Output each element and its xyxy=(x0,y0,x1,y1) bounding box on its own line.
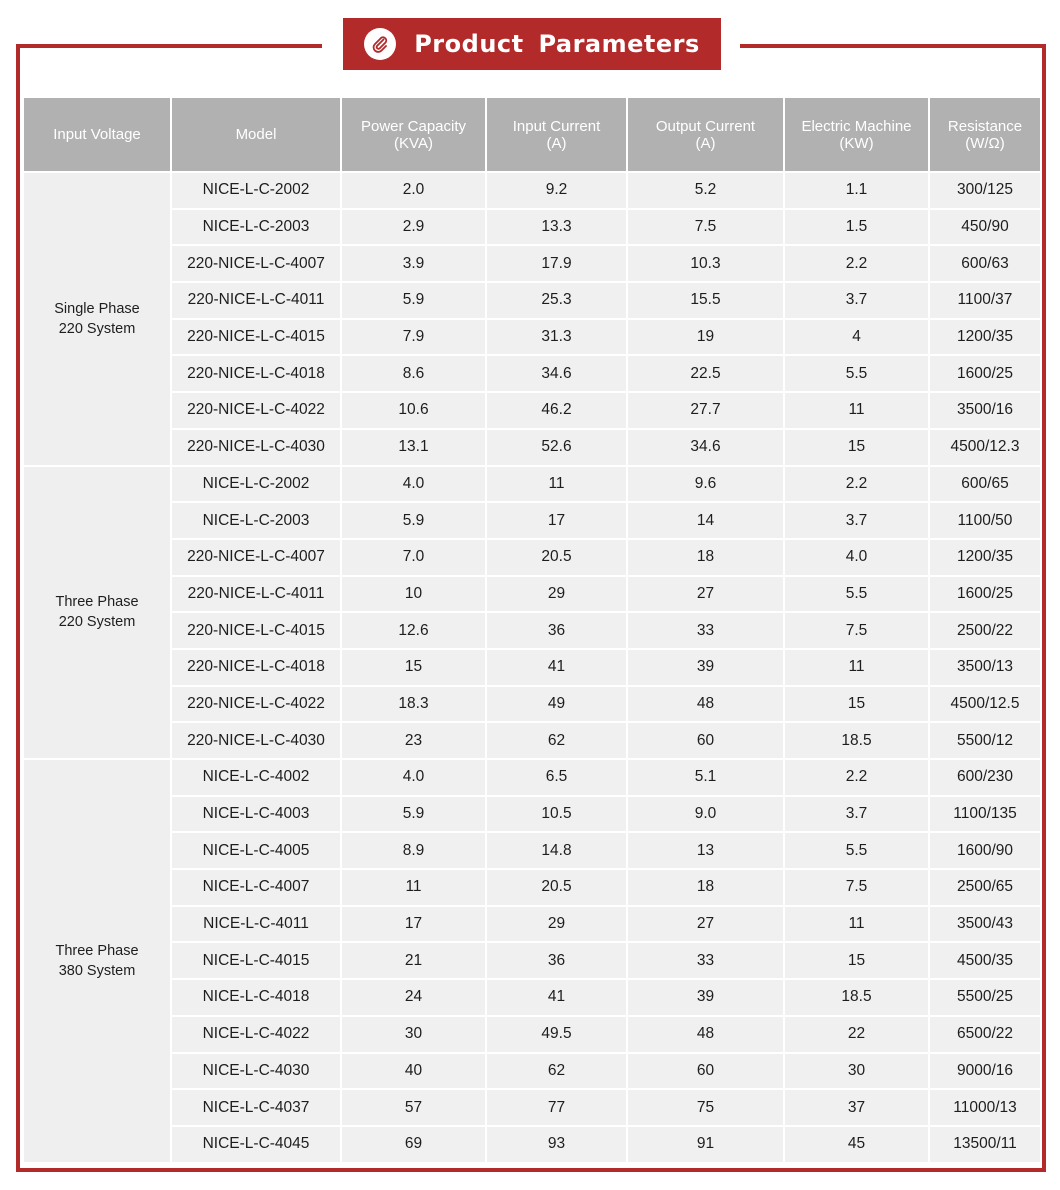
cell-resistance: 4500/12.5 xyxy=(930,687,1040,722)
table-row xyxy=(24,833,1040,868)
cell-model: 220-NICE-L-C-4030 xyxy=(172,723,340,758)
cell-model: NICE-L-C-2002 xyxy=(172,173,340,208)
cell-resistance: 600/65 xyxy=(930,467,1040,502)
table-row xyxy=(24,1127,1040,1162)
table-row xyxy=(24,246,1040,281)
cell-output-current: 9.6 xyxy=(628,467,783,502)
cell-power-capacity: 7.0 xyxy=(342,540,485,575)
cell-output-current: 60 xyxy=(628,1054,783,1089)
cell-model: NICE-L-C-4015 xyxy=(172,943,340,978)
cell-resistance: 300/125 xyxy=(930,173,1040,208)
cell-model: 220-NICE-L-C-4015 xyxy=(172,320,340,355)
cell-output-current: 60 xyxy=(628,723,783,758)
table-row xyxy=(24,430,1040,465)
cell-output-current: 48 xyxy=(628,687,783,722)
cell-input-current: 77 xyxy=(487,1090,626,1125)
cell-input-current: 14.8 xyxy=(487,833,626,868)
cell-resistance: 450/90 xyxy=(930,210,1040,245)
cell-power-capacity: 10.6 xyxy=(342,393,485,428)
table-row xyxy=(24,173,1040,208)
cell-power-capacity: 5.9 xyxy=(342,797,485,832)
cell-model: NICE-L-C-2003 xyxy=(172,210,340,245)
cell-resistance: 3500/13 xyxy=(930,650,1040,685)
cell-output-current: 14 xyxy=(628,503,783,538)
cell-power-capacity: 23 xyxy=(342,723,485,758)
cell-output-current: 91 xyxy=(628,1127,783,1162)
cell-model: 220-NICE-L-C-4030 xyxy=(172,430,340,465)
cell-output-current: 13 xyxy=(628,833,783,868)
cell-input-current: 62 xyxy=(487,1054,626,1089)
table-row xyxy=(24,467,1040,502)
table-row xyxy=(24,503,1040,538)
cell-resistance: 11000/13 xyxy=(930,1090,1040,1125)
cell-output-current: 39 xyxy=(628,980,783,1015)
paperclip-icon xyxy=(364,28,396,60)
table-row xyxy=(24,393,1040,428)
input-voltage-group-label: Three Phase 380 System xyxy=(24,760,170,1162)
cell-resistance: 1600/90 xyxy=(930,833,1040,868)
cell-electric-machine: 5.5 xyxy=(785,577,928,612)
cell-input-current: 17.9 xyxy=(487,246,626,281)
table-row xyxy=(24,320,1040,355)
cell-electric-machine: 18.5 xyxy=(785,980,928,1015)
cell-electric-machine: 7.5 xyxy=(785,613,928,648)
cell-electric-machine: 1.1 xyxy=(785,173,928,208)
cell-model: NICE-L-C-4022 xyxy=(172,1017,340,1052)
cell-resistance: 6500/22 xyxy=(930,1017,1040,1052)
cell-output-current: 33 xyxy=(628,943,783,978)
frame-top-left-line xyxy=(16,44,322,48)
cell-model: NICE-L-C-4005 xyxy=(172,833,340,868)
cell-model: 220-NICE-L-C-4018 xyxy=(172,356,340,391)
cell-input-current: 6.5 xyxy=(487,760,626,795)
page-title: Product Parameters xyxy=(414,30,700,58)
cell-input-current: 25.3 xyxy=(487,283,626,318)
cell-output-current: 75 xyxy=(628,1090,783,1125)
cell-model: NICE-L-C-4018 xyxy=(172,980,340,1015)
cell-electric-machine: 2.2 xyxy=(785,467,928,502)
table-row xyxy=(24,577,1040,612)
table-row xyxy=(24,1054,1040,1089)
column-header-model: Model xyxy=(172,98,340,171)
cell-model: 220-NICE-L-C-4018 xyxy=(172,650,340,685)
column-header-power-capacity: Power Capacity (KVA) xyxy=(342,98,485,171)
cell-electric-machine: 11 xyxy=(785,650,928,685)
cell-electric-machine: 2.2 xyxy=(785,760,928,795)
cell-resistance: 1600/25 xyxy=(930,356,1040,391)
cell-electric-machine: 4 xyxy=(785,320,928,355)
cell-input-current: 49.5 xyxy=(487,1017,626,1052)
column-header-output-current: Output Current (A) xyxy=(628,98,783,171)
cell-model: NICE-L-C-4002 xyxy=(172,760,340,795)
cell-electric-machine: 15 xyxy=(785,430,928,465)
cell-model: NICE-L-C-4003 xyxy=(172,797,340,832)
cell-model: 220-NICE-L-C-4022 xyxy=(172,393,340,428)
table-row xyxy=(24,797,1040,832)
column-header-resistance: Resistance (W/Ω) xyxy=(930,98,1040,171)
cell-model: NICE-L-C-4011 xyxy=(172,907,340,942)
cell-electric-machine: 15 xyxy=(785,943,928,978)
cell-output-current: 27 xyxy=(628,577,783,612)
cell-output-current: 27.7 xyxy=(628,393,783,428)
cell-output-current: 22.5 xyxy=(628,356,783,391)
cell-resistance: 2500/65 xyxy=(930,870,1040,905)
cell-electric-machine: 3.7 xyxy=(785,503,928,538)
cell-power-capacity: 12.6 xyxy=(342,613,485,648)
table-row xyxy=(24,687,1040,722)
cell-electric-machine: 7.5 xyxy=(785,870,928,905)
cell-input-current: 31.3 xyxy=(487,320,626,355)
cell-input-current: 62 xyxy=(487,723,626,758)
cell-power-capacity: 5.9 xyxy=(342,283,485,318)
cell-power-capacity: 5.9 xyxy=(342,503,485,538)
table-row xyxy=(24,1017,1040,1052)
table-row xyxy=(24,283,1040,318)
cell-electric-machine: 3.7 xyxy=(785,797,928,832)
cell-output-current: 10.3 xyxy=(628,246,783,281)
cell-output-current: 15.5 xyxy=(628,283,783,318)
table-row xyxy=(24,870,1040,905)
cell-resistance: 600/63 xyxy=(930,246,1040,281)
frame-top-right-line xyxy=(740,44,1046,48)
cell-electric-machine: 5.5 xyxy=(785,356,928,391)
table-header-row xyxy=(24,98,1040,171)
cell-model: 220-NICE-L-C-4007 xyxy=(172,246,340,281)
table-row xyxy=(24,356,1040,391)
cell-power-capacity: 21 xyxy=(342,943,485,978)
cell-model: 220-NICE-L-C-4015 xyxy=(172,613,340,648)
cell-input-current: 46.2 xyxy=(487,393,626,428)
input-voltage-group-label: Three Phase 220 System xyxy=(24,467,170,759)
column-header-input-voltage: Input Voltage xyxy=(24,98,170,171)
cell-model: NICE-L-C-4007 xyxy=(172,870,340,905)
cell-power-capacity: 8.6 xyxy=(342,356,485,391)
cell-model: NICE-L-C-2002 xyxy=(172,467,340,502)
cell-power-capacity: 7.9 xyxy=(342,320,485,355)
cell-resistance: 5500/12 xyxy=(930,723,1040,758)
cell-resistance: 600/230 xyxy=(930,760,1040,795)
cell-electric-machine: 11 xyxy=(785,393,928,428)
cell-resistance: 1200/35 xyxy=(930,320,1040,355)
cell-power-capacity: 30 xyxy=(342,1017,485,1052)
cell-power-capacity: 13.1 xyxy=(342,430,485,465)
cell-input-current: 13.3 xyxy=(487,210,626,245)
cell-power-capacity: 8.9 xyxy=(342,833,485,868)
cell-power-capacity: 40 xyxy=(342,1054,485,1089)
cell-power-capacity: 10 xyxy=(342,577,485,612)
cell-resistance: 3500/16 xyxy=(930,393,1040,428)
cell-power-capacity: 4.0 xyxy=(342,760,485,795)
table-row xyxy=(24,907,1040,942)
cell-resistance: 3500/43 xyxy=(930,907,1040,942)
cell-power-capacity: 69 xyxy=(342,1127,485,1162)
cell-electric-machine: 15 xyxy=(785,687,928,722)
cell-resistance: 4500/12.3 xyxy=(930,430,1040,465)
table-row xyxy=(24,980,1040,1015)
cell-electric-machine: 2.2 xyxy=(785,246,928,281)
table-row xyxy=(24,210,1040,245)
cell-output-current: 19 xyxy=(628,320,783,355)
cell-input-current: 52.6 xyxy=(487,430,626,465)
table-row xyxy=(24,723,1040,758)
cell-electric-machine: 18.5 xyxy=(785,723,928,758)
cell-output-current: 39 xyxy=(628,650,783,685)
cell-input-current: 49 xyxy=(487,687,626,722)
cell-electric-machine: 1.5 xyxy=(785,210,928,245)
input-voltage-group-label: Single Phase 220 System xyxy=(24,173,170,465)
cell-resistance: 5500/25 xyxy=(930,980,1040,1015)
cell-electric-machine: 30 xyxy=(785,1054,928,1089)
cell-power-capacity: 4.0 xyxy=(342,467,485,502)
table-row xyxy=(24,540,1040,575)
cell-input-current: 9.2 xyxy=(487,173,626,208)
title-banner xyxy=(343,18,721,70)
cell-input-current: 11 xyxy=(487,467,626,502)
cell-output-current: 18 xyxy=(628,870,783,905)
cell-input-current: 10.5 xyxy=(487,797,626,832)
cell-input-current: 20.5 xyxy=(487,870,626,905)
cell-electric-machine: 5.5 xyxy=(785,833,928,868)
table-row xyxy=(24,943,1040,978)
cell-input-current: 93 xyxy=(487,1127,626,1162)
cell-resistance: 4500/35 xyxy=(930,943,1040,978)
cell-resistance: 13500/11 xyxy=(930,1127,1040,1162)
cell-output-current: 48 xyxy=(628,1017,783,1052)
cell-output-current: 5.1 xyxy=(628,760,783,795)
cell-model: NICE-L-C-4045 xyxy=(172,1127,340,1162)
cell-power-capacity: 57 xyxy=(342,1090,485,1125)
column-header-input-current: Input Current (A) xyxy=(487,98,626,171)
cell-output-current: 33 xyxy=(628,613,783,648)
cell-input-current: 17 xyxy=(487,503,626,538)
cell-resistance: 1100/50 xyxy=(930,503,1040,538)
cell-input-current: 36 xyxy=(487,613,626,648)
cell-electric-machine: 22 xyxy=(785,1017,928,1052)
cell-input-current: 36 xyxy=(487,943,626,978)
cell-power-capacity: 17 xyxy=(342,907,485,942)
cell-output-current: 9.0 xyxy=(628,797,783,832)
cell-resistance: 1100/135 xyxy=(930,797,1040,832)
product-parameters-table xyxy=(22,96,1042,1164)
column-header-electric-machine: Electric Machine (KW) xyxy=(785,98,928,171)
cell-electric-machine: 37 xyxy=(785,1090,928,1125)
cell-input-current: 29 xyxy=(487,907,626,942)
cell-input-current: 29 xyxy=(487,577,626,612)
cell-power-capacity: 2.0 xyxy=(342,173,485,208)
cell-power-capacity: 24 xyxy=(342,980,485,1015)
table-row xyxy=(24,613,1040,648)
table-row xyxy=(24,760,1040,795)
cell-model: 220-NICE-L-C-4022 xyxy=(172,687,340,722)
cell-power-capacity: 3.9 xyxy=(342,246,485,281)
cell-input-current: 20.5 xyxy=(487,540,626,575)
cell-output-current: 5.2 xyxy=(628,173,783,208)
cell-model: 220-NICE-L-C-4011 xyxy=(172,283,340,318)
cell-power-capacity: 18.3 xyxy=(342,687,485,722)
cell-output-current: 7.5 xyxy=(628,210,783,245)
cell-electric-machine: 45 xyxy=(785,1127,928,1162)
cell-input-current: 41 xyxy=(487,650,626,685)
table-row xyxy=(24,650,1040,685)
cell-model: 220-NICE-L-C-4011 xyxy=(172,577,340,612)
cell-resistance: 9000/16 xyxy=(930,1054,1040,1089)
cell-resistance: 1200/35 xyxy=(930,540,1040,575)
cell-model: NICE-L-C-4037 xyxy=(172,1090,340,1125)
cell-output-current: 34.6 xyxy=(628,430,783,465)
cell-electric-machine: 3.7 xyxy=(785,283,928,318)
cell-model: NICE-L-C-2003 xyxy=(172,503,340,538)
cell-electric-machine: 4.0 xyxy=(785,540,928,575)
cell-power-capacity: 11 xyxy=(342,870,485,905)
cell-electric-machine: 11 xyxy=(785,907,928,942)
table-row xyxy=(24,1090,1040,1125)
cell-input-current: 41 xyxy=(487,980,626,1015)
cell-model: 220-NICE-L-C-4007 xyxy=(172,540,340,575)
cell-resistance: 2500/22 xyxy=(930,613,1040,648)
cell-output-current: 27 xyxy=(628,907,783,942)
cell-model: NICE-L-C-4030 xyxy=(172,1054,340,1089)
cell-input-current: 34.6 xyxy=(487,356,626,391)
cell-resistance: 1600/25 xyxy=(930,577,1040,612)
cell-output-current: 18 xyxy=(628,540,783,575)
cell-power-capacity: 15 xyxy=(342,650,485,685)
cell-power-capacity: 2.9 xyxy=(342,210,485,245)
cell-resistance: 1100/37 xyxy=(930,283,1040,318)
